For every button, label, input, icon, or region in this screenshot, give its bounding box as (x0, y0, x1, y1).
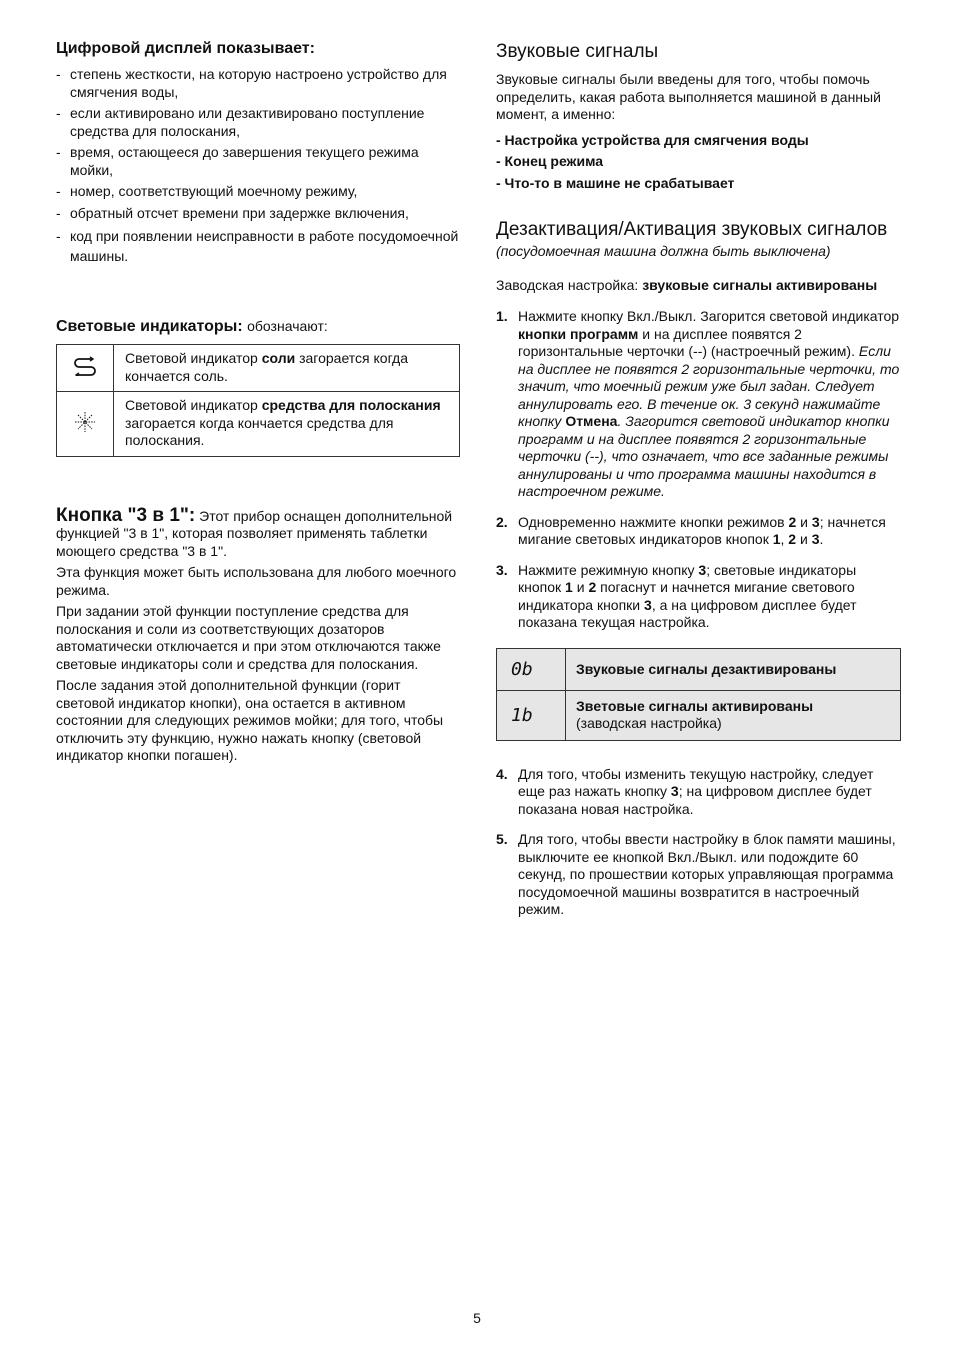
table-row (497, 648, 901, 690)
three-in-one-intro: Кнопка "3 в 1": Этот прибор оснащен дополнительной функцией "3 в 1", которая позволяет применять таблетки моющего средства "3 в 1". (56, 504, 453, 559)
indicators-table (56, 344, 460, 457)
signals-heading: Звуковые сигналы (496, 41, 659, 62)
rinse-icon-cell (57, 392, 114, 457)
three-in-one-p3: После задания этой дополнительной функции (горит световой индикатор кнопки), она остается в активном состоянии для следующих режимов мойки; для того, чтобы отключить эту функцию, нужно нажать кнопку (световой индикатор кнопки погашен). (56, 677, 444, 763)
rinse-text: Световой индикатор средства для полоскания загорается когда кончается средства для полоскания. (114, 392, 460, 457)
deactivation-heading: Дезактивация/Активация звуковых сигналов (496, 219, 888, 240)
step-5: 5. Для того, чтобы ввести настройку в блок памяти машины, выключите ее кнопкой Вкл./Выкл. или подождите 60 секунд, по прошествии которых управляющая программа посудомоечной машины возвратится в настроечный режим. (496, 831, 896, 917)
table-row (57, 345, 460, 392)
deactivation-note: (посудомоечная машина должна быть выключена) (496, 243, 831, 259)
signals-intro: Звуковые сигналы были введены для того, чтобы помочь определить, какая работа выполняется машиной в данный момент, а именно: (496, 71, 881, 122)
table-row (57, 392, 460, 457)
three-in-one-p2: При задании этой функции поступление средства для полоскания и соли из соответствующих дозаторов автоматически отключается и при этом отключаются также световые индикаторы соли и средства для полоскания. (56, 603, 441, 672)
indicators-heading: Световые индикаторы: обозначают: (56, 318, 328, 335)
steps-list-cont (496, 766, 902, 919)
setting-text: Звуковые сигналы дезактивированы (566, 648, 901, 690)
step-4: 4. Для того, чтобы изменить текущую настройку, следует еще раз нажать кнопку 3; на цифровом дисплее будет показана новая настройка. (496, 765, 874, 817)
signals-item: - Настройка устройства для смягчения воды (496, 131, 809, 148)
steps-list (496, 308, 902, 632)
signals-item: - Конец режима (496, 153, 604, 169)
salt-icon (72, 356, 98, 376)
right-column (496, 40, 902, 932)
list-item: - код при появлении неисправности в работе посудомоечной машины. (56, 226, 460, 266)
display-code: 0b (497, 648, 566, 690)
factory-setting: Заводская настройка: звуковые сигналы активированы (496, 276, 878, 293)
salt-text: Световой индикатор соли загорается когда кончается соль. (114, 345, 460, 392)
display-code: 1b (497, 690, 566, 740)
step-1: 1. Нажмите кнопку Вкл./Выкл. Загорится световой индикатор кнопки программ и на дисплее появятся 2 горизонтальные черточки (--) (настроечный режим). Если на дисплее не появятся 2 горизонтальные черточки, то значит, что моечный режим уже был задан. Следует аннулировать его. В течение ок. 3 секунд нажимайте кнопку Отмена. Загорится световой индикатор кнопки программ и на дисплее появятся 2 горизонтальные черточки (--), что означает, что все заданные режимы аннулированы и что программа машины находится в настроечном режиме. (496, 308, 900, 499)
step-3: 3. Нажмите режимную кнопку 3; световые индикаторы кнопок 1 и 2 погаснут и начнется мигание светового индикатора кнопки 3, а на цифровом дисплее будет показана текущая настройка. (496, 561, 857, 630)
signals-item: - Что-то в машине не срабатывает (496, 174, 735, 191)
setting-text: Звeтовые сигналы активированы (заводская настройка) (566, 690, 901, 740)
list-item: - если активировано или дезактивировано поступление средства для полоскания, (56, 105, 460, 140)
list-item: - обратный отсчет времени при задержке включения, (56, 205, 460, 223)
left-column (56, 40, 460, 769)
display-list (56, 66, 460, 266)
list-item: - номер, соответствующий моечному режиму, (56, 183, 460, 201)
display-heading: Цифровой дисплей показывает: (56, 40, 315, 57)
sound-settings-table (496, 648, 901, 741)
list-item: - степень жесткости, на которую настроено устройство для смягчения воды, (56, 66, 460, 101)
page-number: 5 (473, 1310, 481, 1326)
table-row (497, 690, 901, 740)
list-item: - время, остающееся до завершения текущего режима мойки, (56, 144, 460, 179)
rinse-aid-icon (73, 410, 97, 434)
three-in-one-p1: Эта функция может быть использована для любого моечного режима. (56, 564, 457, 598)
salt-icon-cell (57, 345, 114, 392)
step-2: 2. Одновременно нажмите кнопки режимов 2 и 3; начнется мигание световых индикаторов кнопок 1, 2 и 3. (496, 513, 886, 547)
